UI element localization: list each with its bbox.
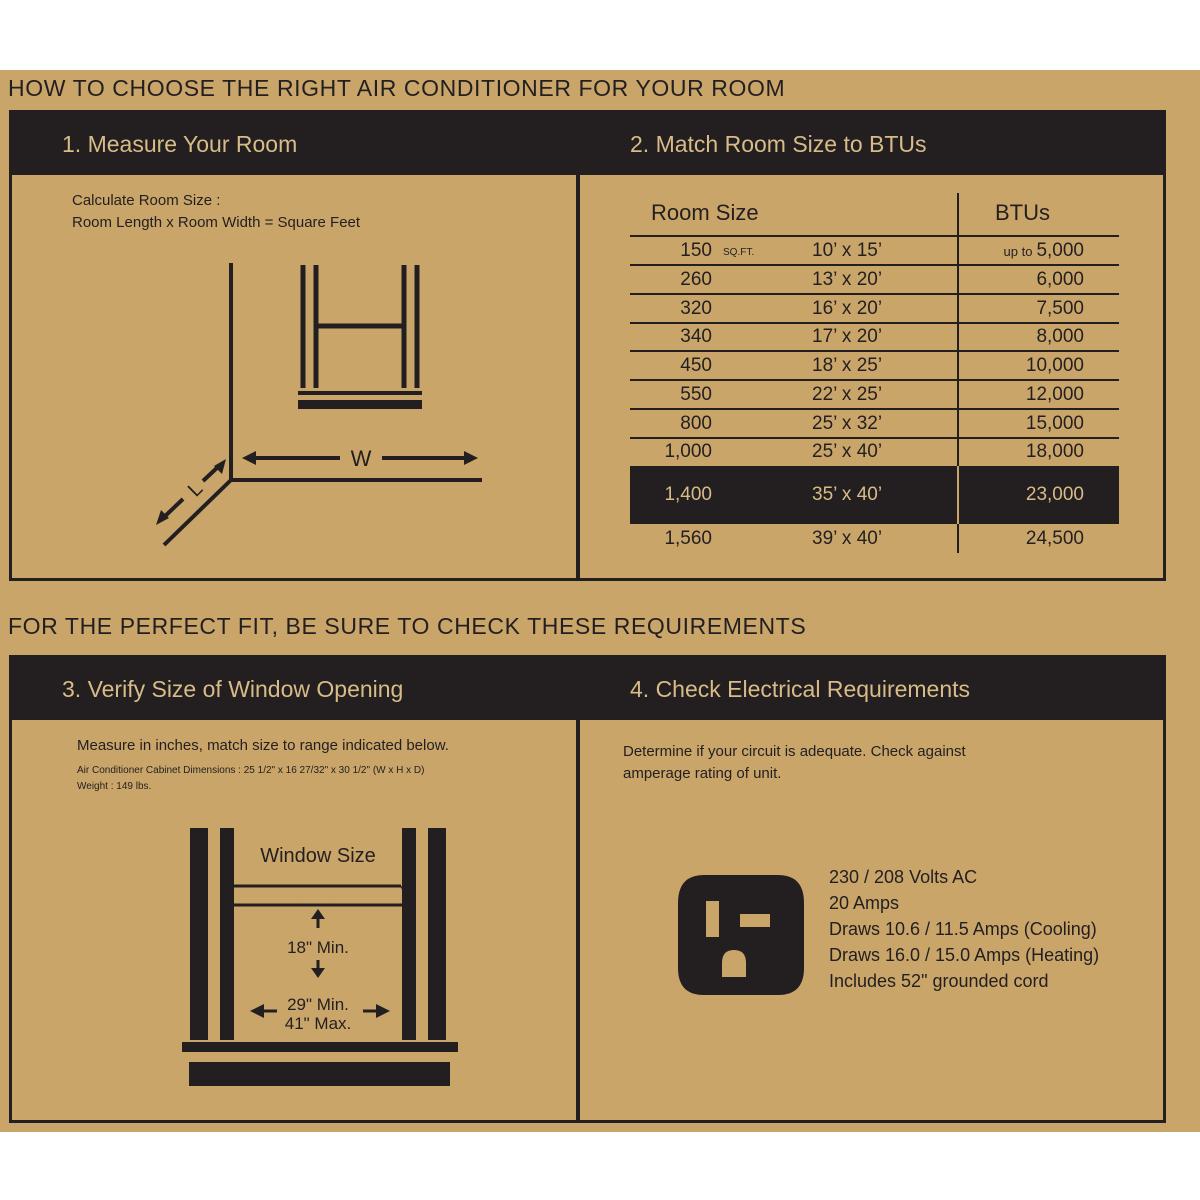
table-row: 1,000 25’ x 40’ 18,000 — [664, 441, 1084, 462]
btu-column-header: BTUs — [995, 200, 1050, 225]
spec-heating-draw: Draws 16.0 / 15.0 Amps (Heating) — [829, 945, 1100, 965]
panel-electrical — [577, 655, 1166, 1123]
room-size-formula: Room Length x Room Width = Square Feet — [72, 214, 361, 231]
panel-measure-room-header: 1. Measure Your Room — [12, 113, 576, 175]
spec-voltage: 230 / 208 Volts AC — [829, 867, 978, 887]
table-row: 150 SQ.FT. 10’ x 15’ up to 5,000 — [680, 240, 1084, 261]
length-label: L — [183, 477, 208, 502]
table-row: 1,560 39’ x 40’ 24,500 — [664, 528, 1084, 549]
panel-window-opening-header: 3. Verify Size of Window Opening — [12, 658, 576, 720]
spec-cooling-draw: Draws 10.6 / 11.5 Amps (Cooling) — [829, 919, 1097, 939]
table-row: 320 16’ x 20’ 7,500 — [680, 298, 1084, 319]
table-row-highlighted: 1,400 35’ x 40’ 23,000 — [630, 466, 1119, 524]
table-row: 800 25’ x 32’ 15,000 — [680, 413, 1084, 434]
unit-weight: Weight : 149 lbs. — [77, 781, 152, 792]
spec-amps: 20 Amps — [829, 893, 900, 913]
panel-match-btu-header: 2. Match Room Size to BTUs — [580, 113, 1163, 175]
electrical-instruction-2: amperage rating of unit. — [623, 765, 782, 782]
height-min-label: 18" Min. — [287, 938, 349, 957]
spec-cord: Includes 52" grounded cord — [829, 971, 1049, 991]
window-size-label: Window Size — [260, 845, 376, 867]
power-outlet-icon — [676, 873, 806, 998]
table-row: 340 17’ x 20’ 8,000 — [680, 326, 1084, 347]
width-min-label: 29" Min. — [287, 995, 349, 1014]
width-max-label: 41" Max. — [284, 1014, 352, 1033]
room-size-instruction: Calculate Room Size : — [72, 192, 221, 209]
window-frame-diagram — [175, 820, 475, 1090]
room-size-column-header: Room Size — [651, 200, 759, 225]
room-corner-diagram — [150, 255, 495, 555]
window-instruction: Measure in inches, match size to range indicated below. — [77, 737, 449, 754]
table-row: 260 13’ x 20’ 6,000 — [680, 269, 1084, 290]
cabinet-dimensions: Air Conditioner Cabinet Dimensions : 25 1/2" x 16 27/32" x 30 1/2" (W x H x D) — [77, 765, 425, 776]
electrical-instruction: Determine if your circuit is adequate. Check against — [623, 743, 966, 760]
table-row: 450 18’ x 25’ 10,000 — [680, 355, 1084, 376]
panel-electrical-header: 4. Check Electrical Requirements — [580, 658, 1163, 720]
top-heading: HOW TO CHOOSE THE RIGHT AIR CONDITIONER FOR YOUR ROOM — [8, 75, 786, 101]
highlight-divider — [957, 466, 959, 524]
table-row: 550 22’ x 25’ 12,000 — [680, 384, 1084, 405]
width-label: W — [350, 446, 372, 471]
middle-heading: FOR THE PERFECT FIT, BE SURE TO CHECK THESE REQUIREMENTS — [8, 613, 807, 639]
